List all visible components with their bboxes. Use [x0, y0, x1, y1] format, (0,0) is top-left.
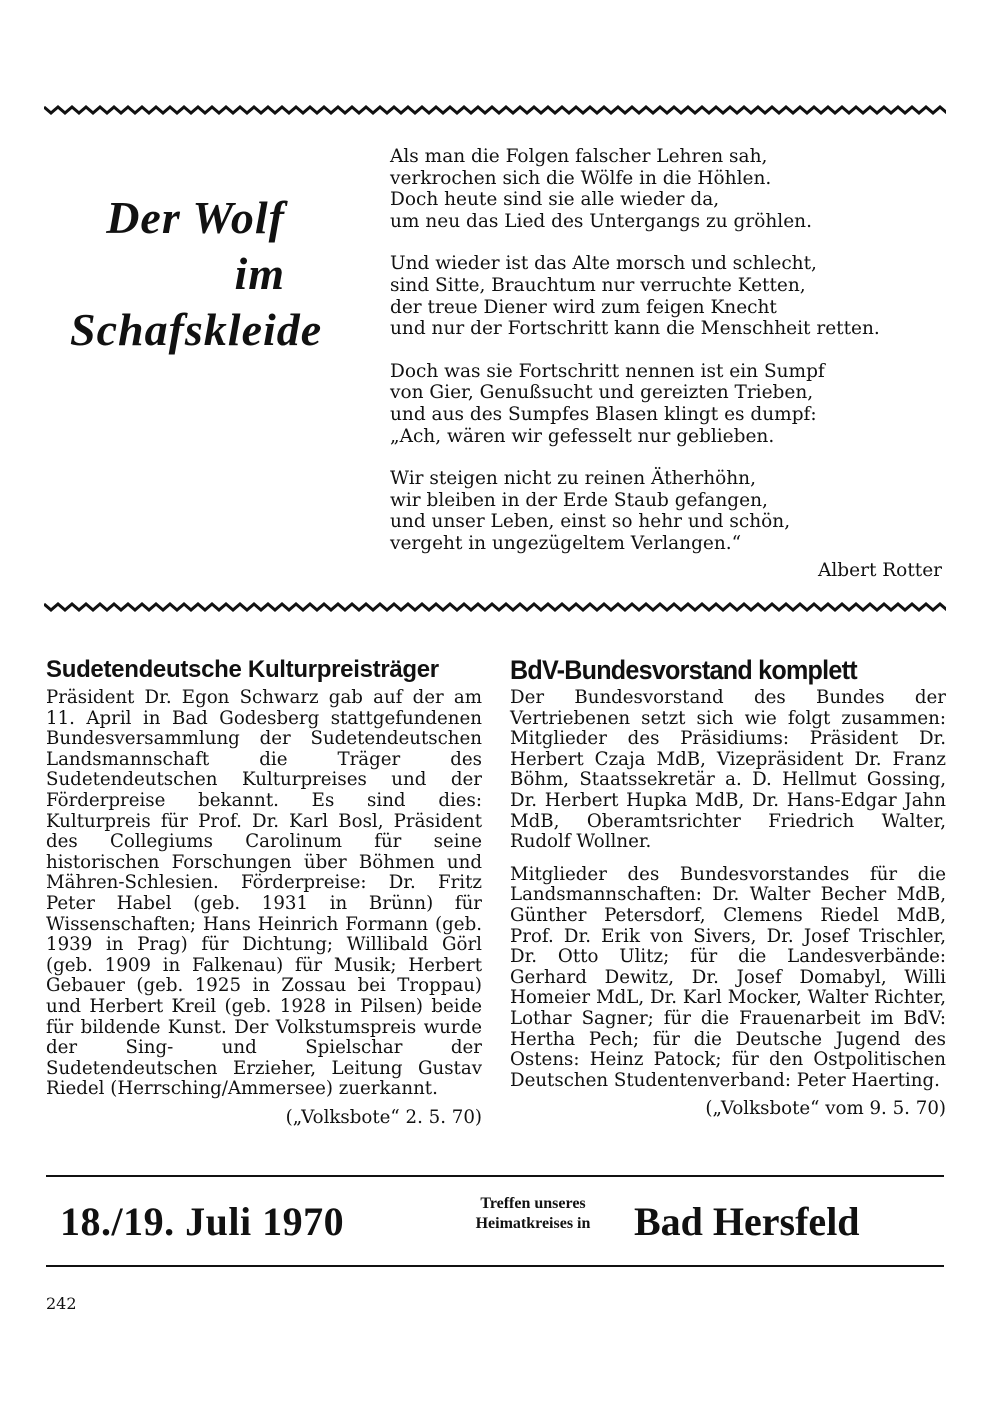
- banner-top-rule: [46, 1175, 944, 1177]
- event-banner: [46, 1190, 944, 1260]
- middle-ornamental-rule: [44, 602, 946, 612]
- poem-line: Doch heute sind sie alle wieder da,: [390, 189, 720, 211]
- article-paragraph: Der Bundesvorstand des Bundes der Vertriebenen setzt sich wie folgt zusammen: Mitglieder des Präsidiums: Präsident Dr. Herbert Czaja MdB, Vizepräsident Dr. Franz Böhm, Staatssekretär a. D. Hellmut Gossing, Dr. Herbert Hupka MdB, Dr. Hans-Edgar Jahn MdB, Oberamtsrichter Friedrich Walter, Rudolf Wollner.: [510, 687, 946, 853]
- poem-line: Als man die Folgen falscher Lehren sah,: [390, 146, 768, 167]
- poem-stanza: [390, 468, 945, 554]
- article-bdv-bundesvorstand: [510, 655, 946, 1120]
- poem-line: und nur der Fortschritt kann die Menschheit retten.: [390, 318, 880, 340]
- poem-line: der treue Diener wird zum feigen Knecht: [390, 296, 777, 318]
- page-number: 242: [46, 1294, 77, 1313]
- poem-stanza: [390, 146, 945, 232]
- poem-line: „Ach, wären wir gefesselt nur geblieben.: [390, 425, 775, 447]
- event-place: Bad Hersfeld: [634, 1199, 860, 1244]
- article-heading: Sudetendeutsche Kulturpreisträger: [46, 656, 439, 683]
- top-ornamental-rule: [44, 105, 946, 115]
- poem-title-line: Der Wolf: [106, 192, 285, 243]
- event-description-line: Treffen unseres: [480, 1195, 586, 1212]
- event-description-line: Heimatkreises in: [475, 1215, 591, 1232]
- poem-line: Doch was sie Fortschritt nennen ist ein Sumpf: [390, 360, 825, 382]
- poem-line: und aus des Sumpfes Blasen klingt es dumpf:: [390, 403, 817, 425]
- poem-title-line: im: [234, 248, 285, 299]
- article-body: Präsident Dr. Egon Schwarz gab auf der am 11. April in Bad Godesberg stattgefundenen Bundesversammlung der Sudetendeutschen Landsmannschaft die Träger des Sudetendeutschen Kulturpreises und der Förderpreise bekannt. Es sind dies: Kulturpreis für Prof. Dr. Karl Bosl, Präsident des Collegiums Carolinum für seine historischen Forschungen über Böhmen und Mähren-Schlesien. Förderpreise: Dr. Fritz Peter Habel (geb. 1931 in Brünn) für Wissenschaften; Hans Heinrich Formann (geb. 1939 in Prag) für Dichtung; Willibald Görl (geb. 1909 in Falkenau) für Musik; Herbert Gebauer (geb. 1925 in Zossau bei Troppau) und Herbert Kreil (geb. 1928 in Pilsen) beide für bildende Kunst. Der Volkstumspreis wurde der Sing- und Spielschar der Sudetendeutschen Erzieher, Leitung Gustav Riedel (Herrsching/Ammersee) zuerkannt.: [46, 687, 482, 1100]
- poem-line: wir bleiben in der Erde Staub gefangen,: [390, 489, 768, 511]
- banner-bottom-rule: [46, 1265, 944, 1267]
- article-source: („Volksbote“ vom 9. 5. 70): [705, 1098, 946, 1120]
- poem-line: sind Sitte, Brauchtum nur verruchte Ketten,: [390, 274, 806, 296]
- poem-line: vergeht in ungezügeltem Verlangen.“: [390, 532, 742, 554]
- article-kulturpreistraeger: [46, 655, 482, 1128]
- poem-title-line: Schafskleide: [70, 304, 323, 355]
- article-source: („Volksbote“ 2. 5. 70): [285, 1106, 482, 1128]
- poem-line: um neu das Lied des Untergangs zu gröhlen.: [390, 210, 812, 232]
- event-description: [444, 1194, 622, 1234]
- poem-line: Wir steigen nicht zu reinen Ätherhöhn,: [390, 468, 756, 490]
- poem-title: [70, 190, 323, 358]
- article-heading: BdV-Bundesvorstand komplett: [510, 655, 857, 685]
- poem-author: Albert Rotter: [818, 560, 942, 581]
- article-paragraph: Mitglieder des Bundesvorstandes für die Landsmannschaften: Dr. Walter Becher MdB, Günther Petersdorf, Clemens Riedel MdB, Prof. Dr. Erik von Sivers, Dr. Josef Trischler, Dr. Otto Ulitz; für die Landesverbände: Gerhard Dewitz, Dr. Josef Domabyl, Willi Homeier MdL, Dr. Karl Mocker, Walter Richter, Lothar Sagner; für die Frauenarbeit im BdV: Hertha Pech; für die Deutsche Jugend des Ostens: Heinz Patock; für den Ostpolitischen Deutschen Studentenverband: Peter Haerting.: [510, 863, 946, 1091]
- poem-body: [390, 146, 945, 576]
- poem-line: Und wieder ist das Alte morsch und schlecht,: [390, 253, 817, 275]
- poem-line: und unser Leben, einst so hehr und schön,: [390, 511, 791, 533]
- poem-line: verkrochen sich die Wölfe in die Höhlen.: [390, 167, 772, 189]
- event-date: 18./19. Juli 1970: [60, 1199, 345, 1244]
- poem-line: von Gier, Genußsucht und gereizten Trieben,: [390, 382, 814, 404]
- poem-stanza: [390, 253, 945, 339]
- poem-stanza: [390, 361, 945, 447]
